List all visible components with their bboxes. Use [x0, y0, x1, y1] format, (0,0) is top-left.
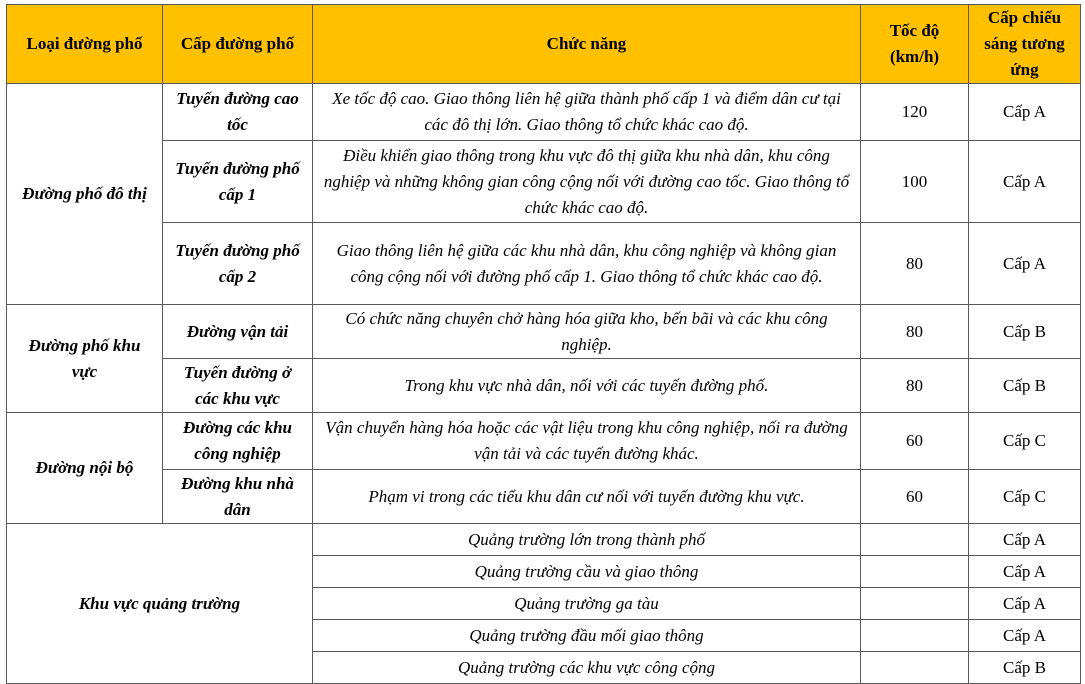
table-row: [7, 524, 1081, 556]
grade-cell: Đường vận tải: [163, 305, 313, 359]
function-cell: Có chức năng chuyên chở hàng hóa giữa kho, bến bãi và các khu công nghiệp.: [313, 305, 861, 359]
table-row: [7, 223, 1081, 305]
speed-cell: 80: [861, 223, 969, 305]
lighting-cell: Cấp C: [969, 413, 1081, 470]
header-road-grade: Cấp đường phố: [163, 5, 313, 84]
header-lighting: Cấp chiếu sáng tương ứng: [969, 5, 1081, 84]
category-cell: Đường phố khu vực: [7, 305, 163, 413]
road-lighting-table: [6, 4, 1081, 684]
table-row: [7, 470, 1081, 524]
grade-cell: Tuyến đường phố cấp 1: [163, 141, 313, 223]
speed-cell: 60: [861, 413, 969, 470]
speed-cell: 100: [861, 141, 969, 223]
speed-cell: 120: [861, 84, 969, 141]
function-cell: Trong khu vực nhà dân, nối với các tuyến đường phố.: [313, 359, 861, 413]
function-cell: Quảng trường các khu vực công cộng: [313, 652, 861, 684]
function-cell: Quảng trường cầu và giao thông: [313, 556, 861, 588]
lighting-cell: Cấp A: [969, 524, 1081, 556]
category-cell: Khu vực quảng trường: [7, 524, 313, 684]
header-road-type: Loại đường phố: [7, 5, 163, 84]
speed-cell: [861, 524, 969, 556]
table-row: [7, 84, 1081, 141]
category-cell: Đường nội bộ: [7, 413, 163, 524]
grade-cell: Tuyến đường cao tốc: [163, 84, 313, 141]
lighting-cell: Cấp A: [969, 556, 1081, 588]
lighting-cell: Cấp A: [969, 223, 1081, 305]
function-cell: Quảng trường đầu mối giao thông: [313, 620, 861, 652]
speed-cell: 80: [861, 359, 969, 413]
function-cell: Quảng trường lớn trong thành phố: [313, 524, 861, 556]
speed-cell: 80: [861, 305, 969, 359]
speed-cell: 60: [861, 470, 969, 524]
grade-cell: Tuyến đường ở các khu vực: [163, 359, 313, 413]
speed-cell: [861, 620, 969, 652]
function-cell: Vận chuyển hàng hóa hoặc các vật liệu trong khu công nghiệp, nối ra đường vận tải và các tuyến đường khác.: [313, 413, 861, 470]
lighting-cell: Cấp A: [969, 620, 1081, 652]
speed-cell: [861, 556, 969, 588]
lighting-cell: Cấp A: [969, 141, 1081, 223]
grade-cell: Đường khu nhà dân: [163, 470, 313, 524]
header-speed: Tốc độ (km/h): [861, 5, 969, 84]
function-cell: Phạm vi trong các tiểu khu dân cư nối với tuyến đường khu vực.: [313, 470, 861, 524]
table-row: [7, 413, 1081, 470]
table-row: [7, 305, 1081, 359]
header-function: Chức năng: [313, 5, 861, 84]
function-cell: Xe tốc độ cao. Giao thông liên hệ giữa thành phố cấp 1 và điểm dân cư tại các đô thị lớn. Giao thông tổ chức khác cao độ.: [313, 84, 861, 141]
function-cell: Quảng trường ga tàu: [313, 588, 861, 620]
lighting-cell: Cấp A: [969, 84, 1081, 141]
lighting-cell: Cấp A: [969, 588, 1081, 620]
lighting-cell: Cấp B: [969, 359, 1081, 413]
function-cell: Giao thông liên hệ giữa các khu nhà dân, khu công nghiệp và không gian công cộng nối với đường phố cấp 1. Giao thông tổ chức khác cao độ.: [313, 223, 861, 305]
lighting-cell: Cấp C: [969, 470, 1081, 524]
category-cell: Đường phố đô thị: [7, 84, 163, 305]
speed-cell: [861, 588, 969, 620]
grade-cell: Tuyến đường phố cấp 2: [163, 223, 313, 305]
grade-cell: Đường các khu công nghiệp: [163, 413, 313, 470]
lighting-cell: Cấp B: [969, 652, 1081, 684]
speed-cell: [861, 652, 969, 684]
header-row: [7, 5, 1081, 84]
lighting-cell: Cấp B: [969, 305, 1081, 359]
table-row: [7, 141, 1081, 223]
table-row: [7, 359, 1081, 413]
function-cell: Điều khiển giao thông trong khu vực đô thị giữa khu nhà dân, khu công nghiệp và những không gian công cộng nối với đường cao tốc. Giao thông tổ chức khác cao độ.: [313, 141, 861, 223]
